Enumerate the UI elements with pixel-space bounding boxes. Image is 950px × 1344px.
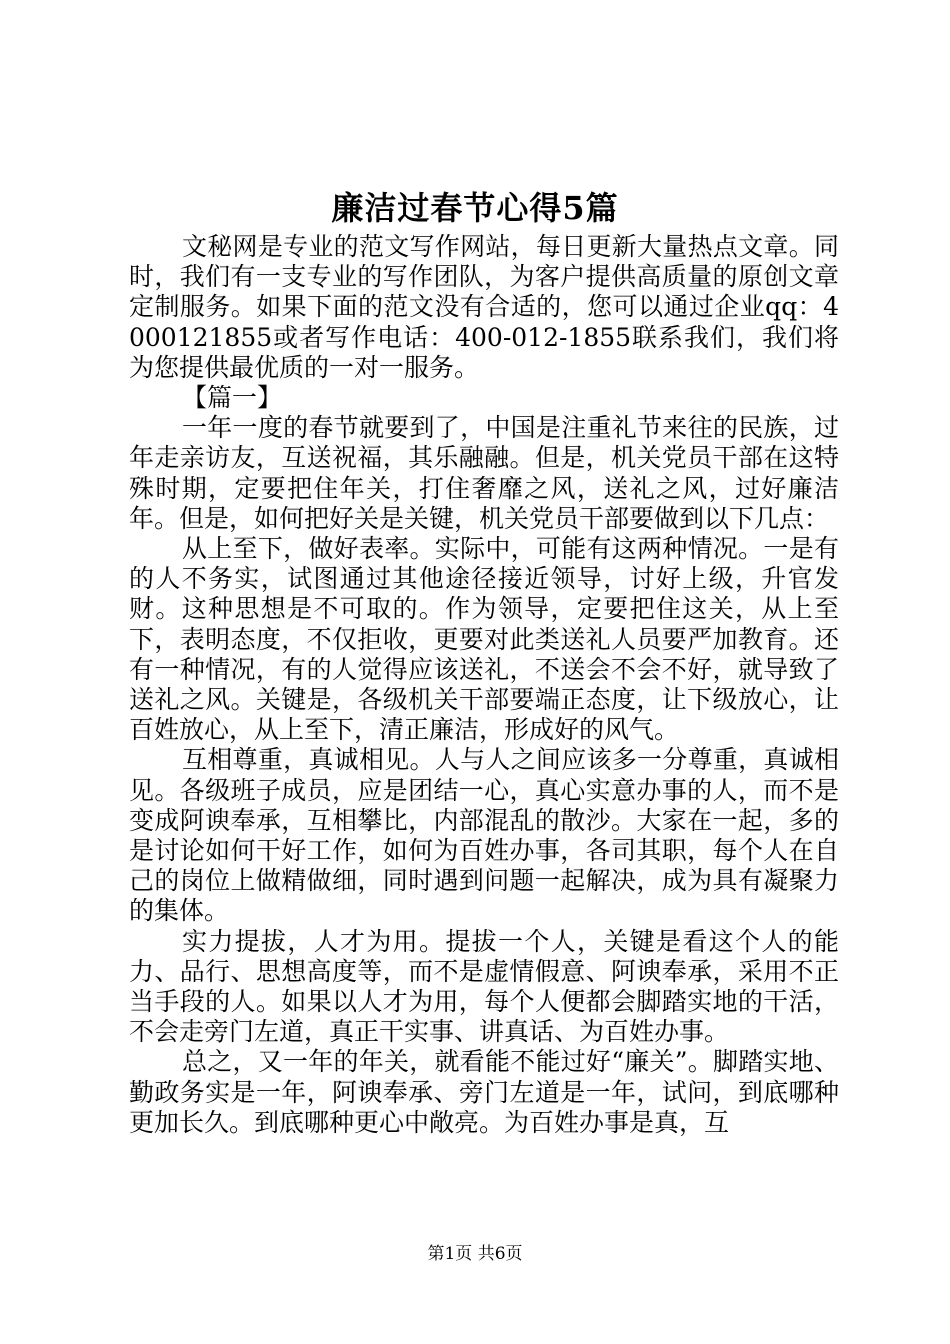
document-title: 廉洁过春节心得5篇 bbox=[331, 189, 619, 227]
paragraph: 实力提拔，人才为用。提拔一个人，关键是看这个人的能力、品行、思想高度等，而不是虚情假意、阿谀奉承，采用不正当手段的人。如果以人才为用，每个人便都会脚踏实地的干活，不会走旁门左道，真正干实事、讲真话、为百姓办事。 bbox=[129, 926, 839, 1047]
document-body bbox=[129, 232, 839, 1138]
section-heading: 【篇一】 bbox=[182, 383, 283, 413]
paragraph: 总之，又一年的年关，就看能不能过好“廉关”。脚踏实地、勤政务实是一年，阿谀奉承、旁门左道是一年，试问，到底哪种更加长久。到底哪种更心中敞亮。为百姓办事是真，互 bbox=[129, 1047, 839, 1137]
paragraph: 从上至下，做好表率。实际中，可能有这两种情况。一是有的人不务实，试图通过其他途径接近领导，讨好上级，升官发财。这种思想是不可取的。作为领导，定要把住这关，从上至下，表明态度，不仅拒收，更要对此类送礼人员要严加教育。还有一种情况，有的人觉得应该送礼，不送会不会不好，就导致了送礼之风。关键是，各级机关干部要端正态度，让下级放心，让百姓放心，从上至下，清正廉洁，形成好的风气。 bbox=[129, 534, 839, 745]
paragraph-intro: 文秘网是专业的范文写作网站，每日更新大量热点文章。同时，我们有一支专业的写作团队，为客户提供高质量的原创文章定制服务。如果下面的范文没有合适的，您可以通过企业qq：4000121855或者写作电话：400-012-1855联系我们，我们将为您提供最优质的一对一服务。 bbox=[129, 232, 839, 382]
paragraph: 互相尊重，真诚相见。人与人之间应该多一分尊重，真诚相见。各级班子成员，应是团结一心，真心实意办事的人，而不是变成阿谀奉承，互相攀比，内部混乱的散沙。大家在一起，多的是讨论如何干好工作，如何为百姓办事，各司其职，每个人在自己的岗位上做精做细，同时遇到问题一起解决，成为具有凝聚力的集体。 bbox=[129, 745, 839, 926]
paragraph: 一年一度的春节就要到了，中国是注重礼节来往的民族，过年走亲访友，互送祝福，其乐融融。但是，机关党员干部在这特殊时期，定要把住年关，打住奢靡之风，送礼之风，过好廉洁年。但是，如何把好关是关键，机关党员干部要做到以下几点： bbox=[129, 413, 839, 533]
page-footer: 第1页 共6页 bbox=[427, 1244, 523, 1264]
